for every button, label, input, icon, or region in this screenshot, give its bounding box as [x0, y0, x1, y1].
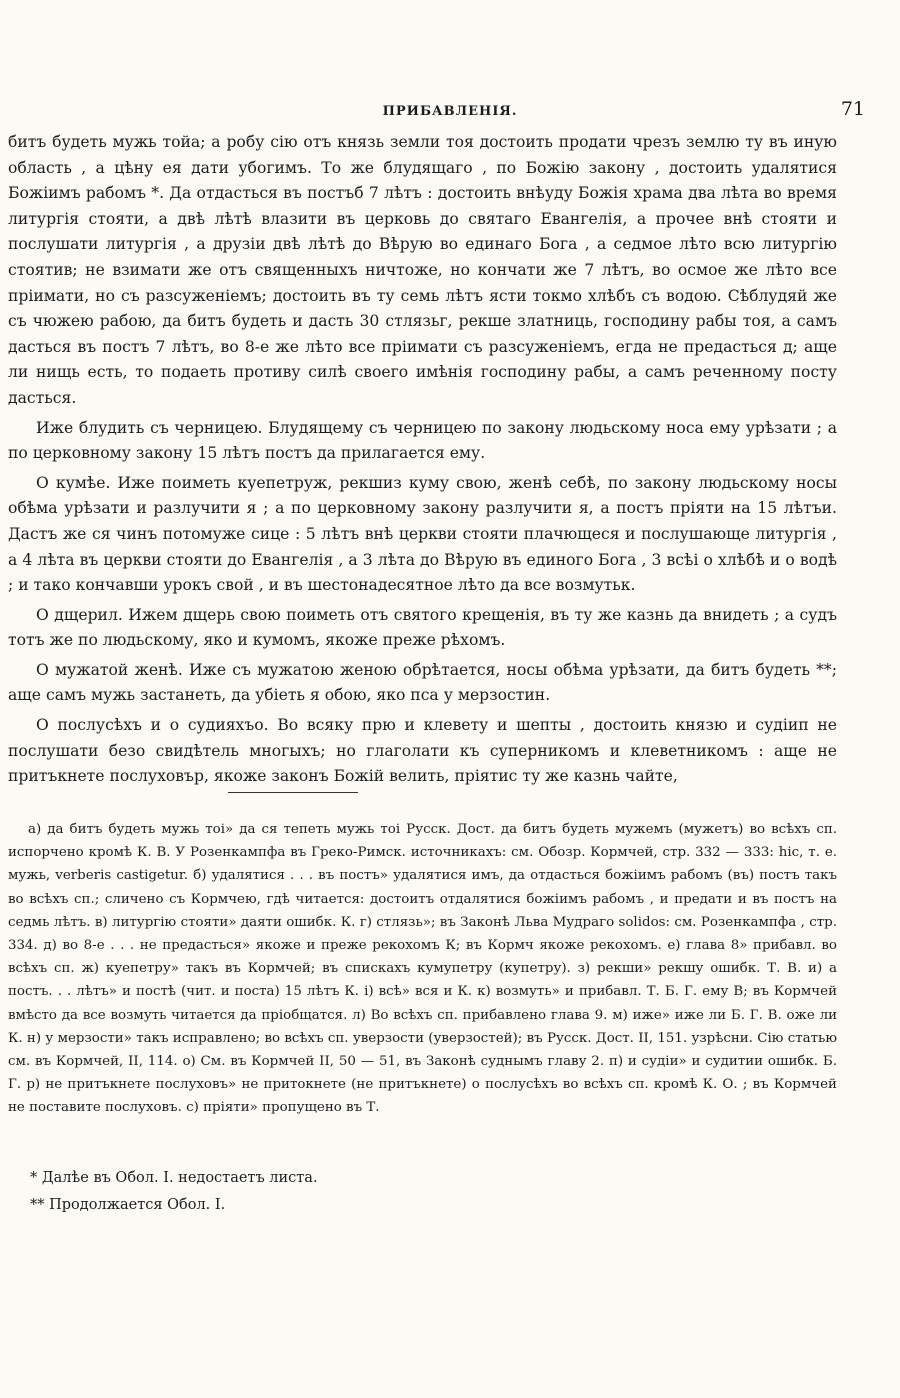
- running-head: [0, 98, 900, 124]
- critical-apparatus: [8, 818, 837, 1120]
- paragraph: О послусѣхъ и о судияхъо. Во всяку прю и клевету и шепты , достоить князю и судіип не послушати безо свидѣтель многыхъ; но глаголати къ суперникомъ и клеветникомъ : аще не притъкнете послуховър, якоже законъ Божій велить, пріятис ту же казнь чайте,: [8, 716, 837, 786]
- footnote-double-star: ** Продолжается Обол. I.: [30, 1197, 226, 1213]
- paragraph: Иже блудить съ черницею. Блудящему съ черницею по закону людьскому носа ему урѣзати ; а по церковному закону 15 лѣтъ постъ да прилагается ему.: [8, 418, 837, 463]
- footnote-star: * Далѣе въ Обол. I. недостаетъ листа.: [30, 1170, 318, 1186]
- page-number: 71: [840, 98, 865, 120]
- main-text: [8, 130, 837, 794]
- apparatus-text: а) да битъ будеть мужь тоі» да ся тепеть мужь тоі Русск. Дост. да битъ будеть мужемъ (мужетъ) во всѣхъ сп. испорчено кромѣ К. В. У Розенкампфа въ Греко-Римск. источникахъ: см. Обозр. Кормчей, стр. 332 — 333: hic, т. е. мужь, verberis castigetur. б) удалятися . . . въ постъ» удалятися имъ, да отдасться божіимъ рабомъ (въ) постъ такъ во всѣхъ сп.; сличено съ Кормчею, гдѣ читается: достоитъ отдалятися божіимъ рабомъ , и предати и въ постъ на седмь лѣтъ. в) литургію стояти» даяти ошибк. К. г) стлязь»; въ Законѣ Льва Мудраго solidos: см. Розенкампфа , стр. 334. д) во 8-е . . . не предасться» якоже и преже рекохомъ К; въ Кормч якоже рекохомъ. е) глава 8» прибавл. во всѣхъ сп. ж) куепетру» такъ въ Кормчей; въ спискахъ кумупетру (купетру). з) рекши» рекшу ошибк. Т. В. и) а постъ. . . лѣтъ» и постѣ (чит. и поста) 15 лѣтъ К. і) всѣ» вся и К. к) возмуть» и прибавл. Т. Б. Г. ему В; въ Кормчей вмѣсто да все возмуть читается да пріобщатся. л) Во всѣхъ сп. прибавлено глава 9. м) иже» иже ли Б. Г. В. оже ли К. н) у мерзости» такъ исправлено; во всѣхъ сп. уверзости (уверзостей); въ Русск. Дост. II, 151. узрѣсни. Сію статью см. въ Кормчей, II, 114. о) См. въ Кормчей II, 50 — 51, въ Законѣ суднымъ главу 2. п) и судіи» и судитии ошибк. Б. Г. р) не притъкнете послуховъ» не притокнете (не притъкнете) о послусѣхъ во всѣхъ сп. кромѣ К. О. ; въ Кормчей не поставите послуховъ. с) пріяти» пропущено въ Т.: [8, 822, 837, 1116]
- paragraph: битъ будеть мужь тойа; а робу сію отъ князь земли тоя достоить продати чрезъ землю ту въ иную область , а цѣну ея дати убогимъ. То же блудящаго , по Божію закону , достоить удалятися Божіимъ рабомъ *. Да отдасться въ постъб 7 лѣтъ : достоить внѣуду Божія храма два лѣта во время литургія стояти, а двѣ лѣтѣ влазити въ церковь до святаго Евангелія, а прочее внѣ стояти и послушати литургія , а друзіи двѣ лѣтѣ до Вѣрую во единаго Бога , а седмое лѣто всю литургію стоятив; не взимати же отъ священныхъ ничтоже, но кончати же 7 лѣтъ, во осмое же лѣто все пріимати, но съ разсуженіемъ; достоить въ ту семь лѣтъ ясти токмо хлѣбъ съ водою. Сѣблудяй же съ чюжею рабою, да битъ будеть и дасть 30 стлязьг, рекше златниць, господину рабы тоя, а самъ дасться въ постъ 7 лѣтъ, во 8-е же лѣто все пріимати съ разсуженіемъ, егда не предасться д; аще ли нищь есть, то подаеть противу силѣ своего имѣнія господину рабы, а самъ реченному посту дасться.: [8, 133, 837, 407]
- paragraph: О мужатой женѣ. Иже съ мужатою женою обрѣтается, носы обѣма урѣзати, да битъ будеть **; аще самъ мужь застанеть, да убіеть я обою, яко пса у мерзостин.: [8, 660, 837, 705]
- paragraph: О кумѣе. Иже поиметь куепетруж, рекшиз куму свою, женѣ себѣ, по закону людьскому носы обѣма урѣзати и разлучити я ; а по церковному закону разлучити я, а постъ пріяти на 15 лѣтъи. Дастъ же ся чинъ потомуже сице : 5 лѣтъ внѣ церкви стояти плачющеся и послушающе литургія , а 4 лѣта въ церкви стояти до Евангелія , а 3 лѣта до Вѣрую въ единого Бога , 3 всѣі о хлѣбѣ и о водѣ ; и тако кончавши урокъ свой , и въ шестонадесятное лѣто да все возмутьк.: [8, 473, 837, 595]
- footnote-divider: [228, 792, 358, 793]
- footnotes: [30, 1166, 830, 1220]
- paragraph: О дщерил. Ижем дщерь свою поиметь отъ святого крещенія, въ ту же казнь да внидеть ; а судъ тотъ же по людьскому, яко и кумомъ, якоже преже рѣхомъ.: [8, 605, 837, 650]
- running-title: ПРИБАВЛЕНІЯ.: [382, 104, 518, 119]
